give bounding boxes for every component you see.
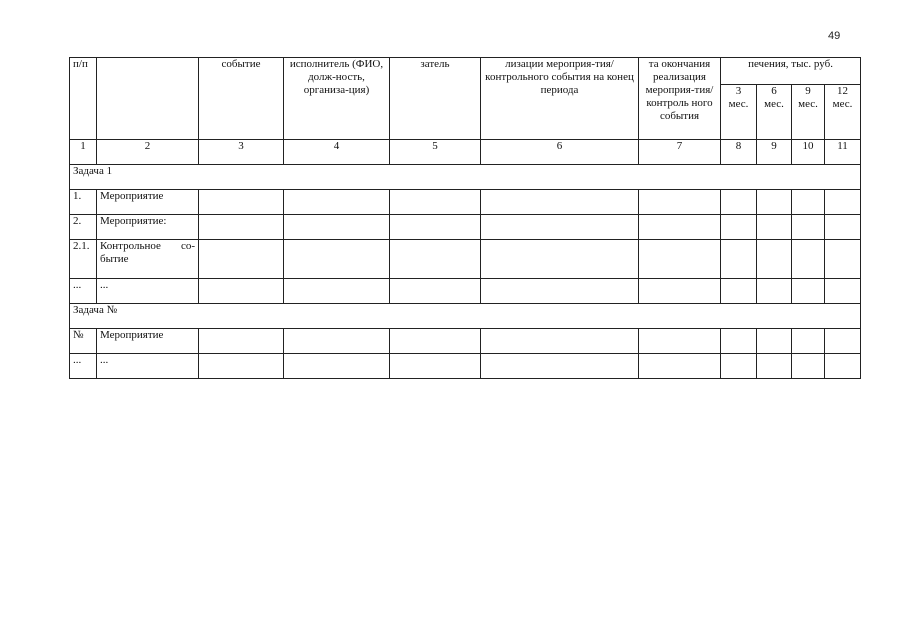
empty-cell (284, 329, 390, 354)
empty-cell (639, 190, 721, 215)
empty-cell (825, 190, 861, 215)
empty-cell (639, 279, 721, 304)
empty-cell (284, 215, 390, 240)
empty-cell (390, 240, 481, 279)
empty-cell (390, 329, 481, 354)
column-number: 3 (199, 140, 284, 165)
empty-cell (825, 354, 861, 379)
empty-cell (721, 329, 757, 354)
column-number-row (70, 140, 861, 165)
page-number: 49 (828, 30, 841, 42)
empty-cell (757, 215, 792, 240)
row-number: № (70, 329, 97, 354)
table-row (70, 240, 861, 279)
empty-cell (721, 354, 757, 379)
table-row (70, 329, 861, 354)
row-name: Мероприятие (97, 329, 199, 354)
row-number: ... (70, 279, 97, 304)
row-name: Контрольное со-бытие (97, 240, 199, 279)
empty-cell (825, 215, 861, 240)
header-row (70, 58, 861, 85)
empty-cell (792, 354, 825, 379)
column-number: 10 (792, 140, 825, 165)
empty-cell (481, 240, 639, 279)
subheader-6m: 6 мес. (757, 85, 792, 140)
empty-cell (284, 190, 390, 215)
row-number: 1. (70, 190, 97, 215)
empty-cell (284, 279, 390, 304)
empty-cell (481, 354, 639, 379)
empty-cell (199, 240, 284, 279)
empty-cell (639, 354, 721, 379)
table-row (70, 215, 861, 240)
column-number: 9 (757, 140, 792, 165)
plan-table (69, 57, 861, 379)
empty-cell (792, 279, 825, 304)
row-number: 2. (70, 215, 97, 240)
column-number: 11 (825, 140, 861, 165)
empty-cell (199, 215, 284, 240)
subheader-9m: 9 мес. (792, 85, 825, 140)
empty-cell (199, 354, 284, 379)
empty-cell (721, 279, 757, 304)
header-cell-3: событие (199, 58, 284, 140)
empty-cell (199, 190, 284, 215)
column-number: 8 (721, 140, 757, 165)
header-cell-5: затель (390, 58, 481, 140)
header-cell-7: та окончания реализация мероприя-тия/контроль ного события (639, 58, 721, 140)
empty-cell (481, 215, 639, 240)
subheader-3m: 3 мес. (721, 85, 757, 140)
header-cell-1: п/п (70, 58, 97, 140)
empty-cell (825, 329, 861, 354)
section-title: Задача № (70, 304, 861, 329)
empty-cell (199, 279, 284, 304)
table-row (70, 279, 861, 304)
empty-cell (757, 240, 792, 279)
empty-cell (792, 240, 825, 279)
header-cell-funding: печения, тыс. руб. (721, 58, 861, 85)
column-number: 4 (284, 140, 390, 165)
empty-cell (481, 190, 639, 215)
row-number: 2.1. (70, 240, 97, 279)
empty-cell (757, 329, 792, 354)
empty-cell (792, 329, 825, 354)
empty-cell (721, 240, 757, 279)
row-name: ... (97, 354, 199, 379)
table-row (70, 354, 861, 379)
empty-cell (757, 354, 792, 379)
header-cell-6: лизации мероприя-тия/контрольного события на конец периода (481, 58, 639, 140)
empty-cell (390, 279, 481, 304)
row-name: Мероприятие: (97, 215, 199, 240)
empty-cell (721, 190, 757, 215)
empty-cell (390, 190, 481, 215)
empty-cell (792, 190, 825, 215)
empty-cell (721, 215, 757, 240)
section-row (70, 165, 861, 190)
empty-cell (390, 354, 481, 379)
empty-cell (481, 329, 639, 354)
empty-cell (639, 240, 721, 279)
empty-cell (825, 240, 861, 279)
empty-cell (390, 215, 481, 240)
empty-cell (757, 279, 792, 304)
row-name: Мероприятие (97, 190, 199, 215)
empty-cell (199, 329, 284, 354)
empty-cell (792, 215, 825, 240)
table-row (70, 190, 861, 215)
column-number: 7 (639, 140, 721, 165)
column-number: 2 (97, 140, 199, 165)
empty-cell (481, 279, 639, 304)
section-row (70, 304, 861, 329)
row-number: ... (70, 354, 97, 379)
empty-cell (639, 215, 721, 240)
row-name: ... (97, 279, 199, 304)
empty-cell (284, 240, 390, 279)
empty-cell (825, 279, 861, 304)
header-cell-2 (97, 58, 199, 140)
empty-cell (757, 190, 792, 215)
column-number: 1 (70, 140, 97, 165)
section-title: Задача 1 (70, 165, 861, 190)
column-number: 6 (481, 140, 639, 165)
column-number: 5 (390, 140, 481, 165)
subheader-12m: 12 мес. (825, 85, 861, 140)
empty-cell (639, 329, 721, 354)
empty-cell (284, 354, 390, 379)
header-cell-4: исполнитель (ФИО, долж-ность, организа-ция) (284, 58, 390, 140)
